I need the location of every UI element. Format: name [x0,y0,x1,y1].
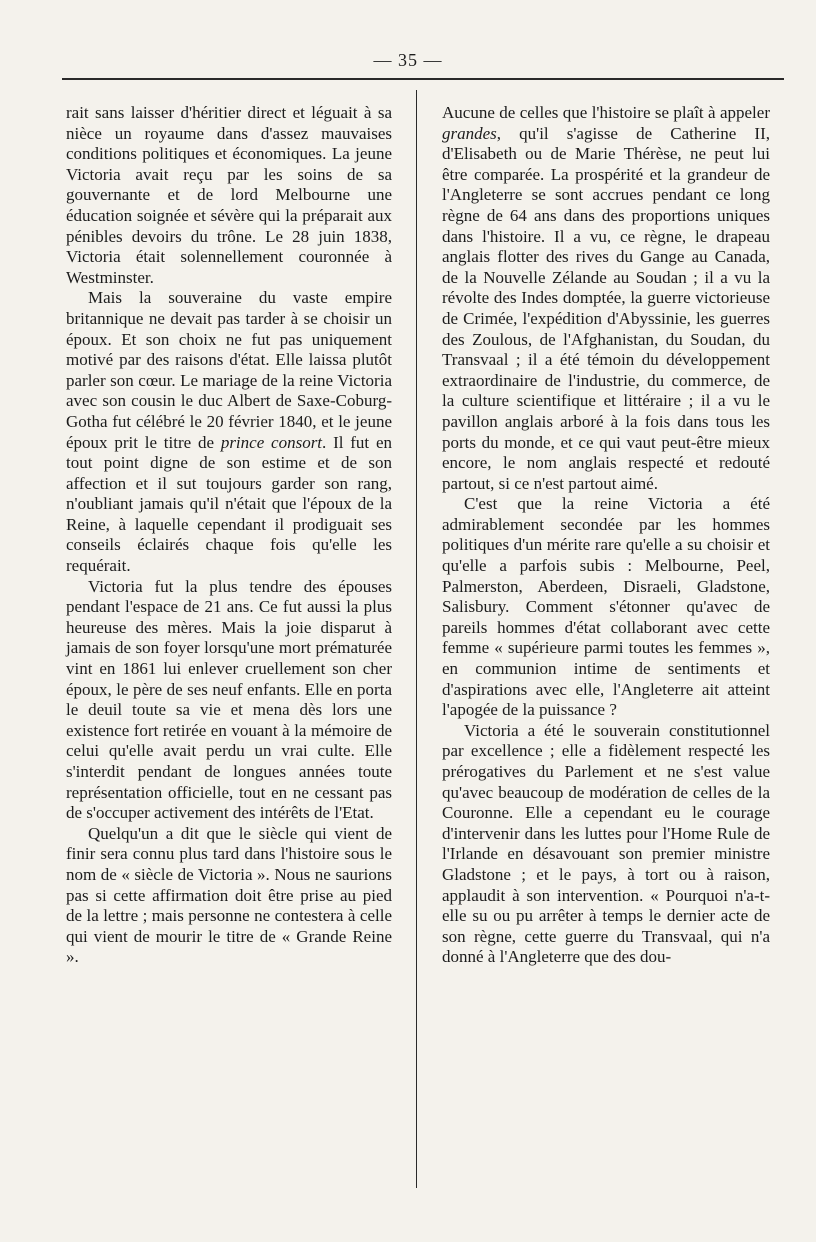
right-paragraph-1 [442,103,770,494]
left-paragraph-2-text-a: Mais la souveraine du vaste empire britannique ne devait pas tarder à se choisir un époux. Et son choix ne fut pas uniquement motivé par des raisons d'état. Elle laissa plutôt parler son cœur. Le mariage de la reine Victoria avec son cousin le duc Albert de Saxe-Coburg-Gotha fut célébré le 20 février 1840, et le jeune époux prit le titre de [66,288,392,452]
right-paragraph-1-italic: grandes [442,123,497,143]
left-paragraph-4: Quelqu'un a dit que le siècle qui vient de finir sera connu plus tard dans l'histoire sous le nom de « siècle de Victoria ». Nous ne saurions pas si cette affirmation doit être prise au pied de la lettre ; mais personne ne contestera à celle qui vient de mourir le titre de « Grande Reine ». [66,823,392,967]
page-number: — 35 — [373,50,443,70]
header-rule [62,78,784,80]
right-paragraph-2: C'est que la reine Victoria a été admirablement secondée par les hommes politiques d'un mérite rare qu'elle a su choisir et qu'elle a parfois subis : Melbourne, Peel, Palmerston, Aberdeen, Disraeli, Gladstone, Salisbury. Comment s'étonner qu'avec de pareils hommes d'état collaborant avec cette femme « supérieure parmi toutes les femmes », en communion intime de sentiments et d'aspirations avec elle, l'Angleterre ait atteint l'apogée de la puissance ? [442,494,770,720]
left-paragraph-2-text-b: . Il fut en tout point digne de son estime et de son affection et il sut toujours garder son rang, n'oubliant jamais qu'il n'était que l'époux de la Reine, à laquelle cependant il prodiguait ses conseils éclairés chaque fois qu'elle les requérait. [66,432,392,576]
right-paragraph-1-text-a: Aucune de celles que l'histoire se plaît à appeler [442,103,770,122]
column-divider [416,90,417,1188]
left-paragraph-3: Victoria fut la plus tendre des épouses pendant l'espace de 21 ans. Ce fut aussi la plus heureuse des mères. Mais la joie disparut à jamais de son foyer lorsqu'une mort prématurée vint en 1861 lui enlever cruellement son cher époux, le père de ses neuf enfants. Elle en porta le deuil toute sa vie et mena dès lors une existence fort retirée en vouant à la mémoire de celui qu'elle avait perdu un vrai culte. Elle s'interdit pendant de longues années toute représentation officielle, tout en ne cessant pas de s'occuper activement des intérêts de l'Etat. [66,576,392,823]
left-column [66,103,392,968]
left-paragraph-1: rait sans laisser d'héritier direct et léguait à sa nièce un royaume dans d'assez mauvaises conditions politiques et économiques. La jeune Victoria avait reçu par les soins de sa gouvernante et de lord Melbourne une éducation soignée et sévère qui la préparait aux pénibles devoirs du trône. Le 28 juin 1838, Victoria était solennellement couronnée à Westminster. [66,103,392,287]
right-paragraph-1-text-b: , qu'il s'agisse de Catherine II, d'Elisabeth ou de Marie Thérèse, ne peut lui être comparée. La prospérité et la grandeur de l'Angleterre se sont accrues pendant ce long règne de 64 ans dans des proportions uniques dans l'histoire. Il a vu, ce règne, le drapeau anglais flotter des rives du Gange au Canada, de la Nouvelle Zélande au Soudan ; il a vu la révolte des Indes domptée, la guerre victorieuse de Crimée, l'expédition d'Abyssinie, les guerres des Zoulous, de l'Afghanistan, du Soudan, du Transvaal ; il a été témoin du développement extraordinaire de l'industrie, du commerce, de la culture scientifique et littéraire ; il a vu le pavillon anglais arboré à la fois dans tous les ports du monde, et ce qui vaut peut-être mieux encore, le nom anglais respecté et redouté partout, si ce n'est partout aimé. [442,123,770,493]
right-column [442,103,770,968]
left-paragraph-2 [66,288,392,576]
right-paragraph-3: Victoria a été le souverain constitutionnel par excellence ; elle a fidèlement respecté les prérogatives du Parlement et ne s'est value qu'avec beaucoup de modération de celles de la Couronne. Elle a cependant eu le courage d'intervenir dans les luttes pour l'Home Rule de l'Irlande en désavouant son premier ministre Gladstone ; et le pays, à tort ou à raison, applaudit à son intervention. « Pourquoi n'a-t-elle su ou pu arrêter à temps le dernier acte de son règne, cette guerre du Transvaal, qui n'a donné à l'Angleterre que des dou- [442,720,770,967]
left-paragraph-2-italic: prince consort [220,432,323,452]
